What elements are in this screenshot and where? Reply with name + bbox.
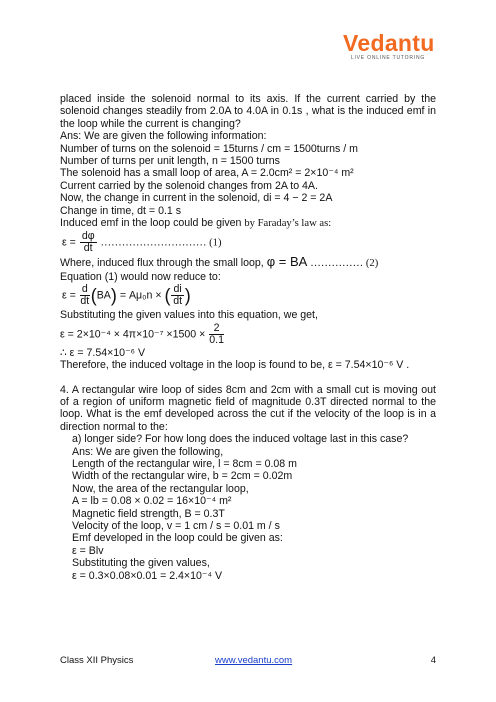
equation-reduced: ε = $\frac{d}{dt}$ (BA) = Aμ₀n × ( $\frac{di}{dt}$ ) bbox=[62, 283, 191, 308]
spacer bbox=[60, 372, 436, 384]
reduce-line: Equation (1) would now reduce to: bbox=[60, 270, 221, 283]
width-line: Width of the rectangular wire, b = 2cm = 0.02m bbox=[72, 470, 293, 483]
dt-line: Change in time, dt = 0.1 s bbox=[60, 204, 182, 217]
page-number: 4 bbox=[430, 655, 436, 666]
loop-area-line: The solenoid has a small loop of area, A = 2.0cm² = 2×10⁻⁴ m² bbox=[60, 167, 354, 180]
result-equation: ∴ ε = 7.54×10⁻⁶ V bbox=[60, 346, 146, 359]
footer-class: Class XII Physics bbox=[60, 655, 134, 666]
final-equation: ε = 0.3×0.08×0.01 = 2.4×10⁻⁴ V bbox=[72, 569, 223, 582]
brand-tagline: LIVE ONLINE TUTORING bbox=[350, 55, 426, 61]
substitute-2-line: Substituting the given values, bbox=[72, 557, 210, 570]
flux-line: Where, induced flux through the small loop, φ = BA …………… (2) bbox=[60, 254, 379, 270]
brand-logo bbox=[343, 32, 433, 61]
emf-text: Emf developed in the loop could be given as: bbox=[72, 532, 283, 545]
footer-link[interactable]: www.vedantu.com bbox=[215, 655, 293, 666]
area-equation: A = lb = 0.08 × 0.02 = 16×10⁻⁴ m² bbox=[72, 495, 232, 508]
page-content bbox=[60, 93, 436, 582]
area-text: Now, the area of the rectangular loop, bbox=[72, 482, 249, 495]
turns-unit-line: Number of turns per unit length, n = 1500 turns bbox=[60, 155, 280, 168]
faraday-line: Induced emf in the loop could be given by Faraday’s law as: bbox=[60, 217, 332, 230]
question-4: 4. A rectangular wire loop of sides 8cm and 2cm with a small cut is moving out of a region of uniform magnetic field of magnitude 0.3T directed normal to the loop. What is the emf developed across the cut if the velocity of the loop is in a direction normal to the: bbox=[60, 383, 436, 433]
substitute-equation: ε = 2×10⁻⁴ × 4π×10⁻⁷ ×1500 × $\frac{2}{0.1}$ bbox=[60, 321, 224, 346]
question-4a: a) longer side? For how long does the induced voltage last in this case? bbox=[72, 433, 409, 446]
velocity-line: Velocity of the loop, v = 1 cm / s = 0.01 m / s bbox=[72, 519, 280, 532]
answer-heading: Ans: We are given the following information: bbox=[60, 130, 267, 143]
therefore-line: Therefore, the induced voltage in the loop is found to be, ε = 7.54×10⁻⁶ V . bbox=[60, 359, 410, 372]
field-line: Magnetic field strength, B = 0.3T bbox=[72, 507, 225, 520]
di-line: Now, the change in current in the solenoid, di = 4 − 2 = 2A bbox=[60, 192, 333, 205]
intro-text: placed inside the solenoid normal to its axis. If the current carried by the solenoid changes steadily from 2.0A to 4.0A in 0.1s , what is the induced emf in the loop while the current is changing? bbox=[60, 93, 436, 130]
emf-equation: ε = Blv bbox=[72, 544, 104, 557]
answer-2-heading: Ans: We are given the following, bbox=[72, 445, 224, 458]
brand-name: Vedantu bbox=[343, 30, 435, 56]
length-line: Length of the rectangular wire, l = 8cm = 0.08 m bbox=[72, 457, 297, 470]
current-change-line: Current carried by the solenoid changes from 2A to 4A. bbox=[60, 179, 318, 192]
substitute-line: Substituting the given values into this equation, we get, bbox=[60, 309, 318, 322]
turns-line: Number of turns on the solenoid = 15turns / cm = 1500turns / m bbox=[60, 142, 358, 155]
equation-1: ε = $\frac{d\varphi}{dt}$ ………………………… (1) bbox=[62, 230, 222, 255]
